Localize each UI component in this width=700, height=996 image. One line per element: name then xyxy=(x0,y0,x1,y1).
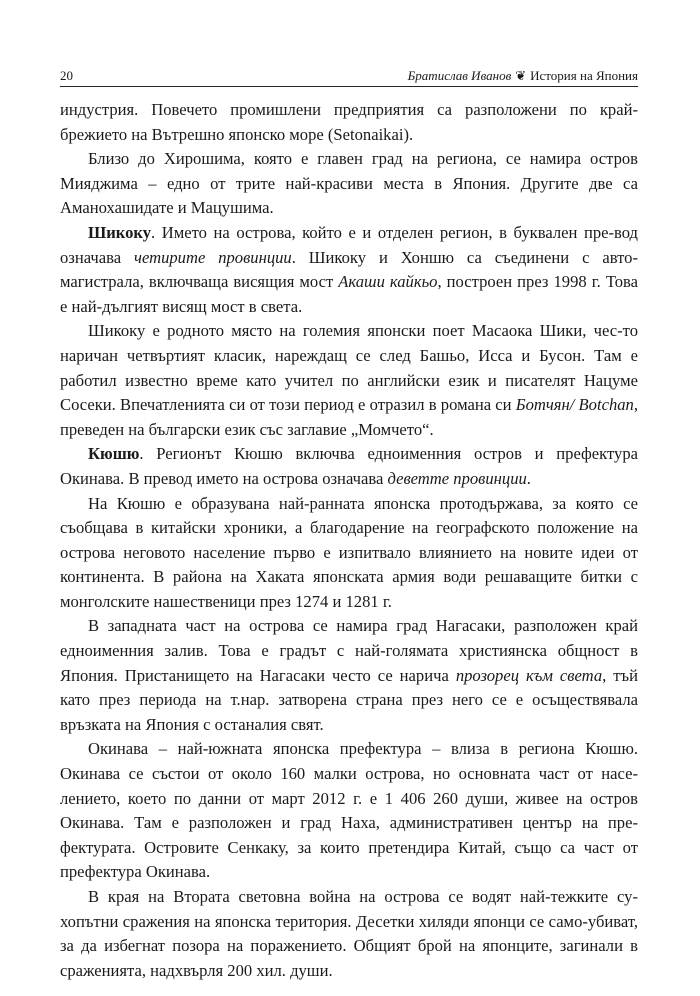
text-run: . Името на острова, който е и отделен регион, в буквален пре-вод означава xyxy=(60,222,638,267)
paragraph-1 xyxy=(60,98,638,147)
paragraph-9 xyxy=(60,885,638,983)
running-title xyxy=(408,68,638,84)
italic-term: Ботчян/ Botchan xyxy=(515,395,634,415)
text-run: , построен през 1998 г. Това е най-дългият висящ мост в света. xyxy=(60,272,638,316)
text-line: брежието на Вътрешно японско море (Setonaikai). xyxy=(60,124,414,144)
paragraph-4 xyxy=(60,319,638,442)
paragraph-3 xyxy=(60,221,638,319)
book-title: История на Япония xyxy=(530,68,638,83)
text-line: Аманохашидате и Мацушима. xyxy=(60,198,274,218)
running-header xyxy=(60,68,638,87)
page-number: 20 xyxy=(60,68,73,83)
heading-kyushu: Кюшю xyxy=(88,444,140,464)
body-text xyxy=(60,98,638,983)
paragraph-8 xyxy=(60,737,638,885)
paragraph-2 xyxy=(60,147,638,221)
italic-term: четирите провинции xyxy=(134,247,292,267)
text-line: Мияджима – едно от трите най-красиви места в Япония. Другите две са xyxy=(60,173,638,193)
text-run: , тъй като през периода на т.нар. затворена страна през него се е осъществявала връзката на Япония с останалия свят. xyxy=(60,665,638,734)
fleuron-separator: ❦ xyxy=(515,68,527,83)
italic-term: прозорец към света xyxy=(455,665,603,685)
text-line: индустрия. Повечето промишлени предприятия са разположени по край- xyxy=(60,100,638,119)
text-run: На Кюшю е образувана най-ранната японска протодържава, за която се съобщава в китайски хроники, а благодарение на географското положение на острова неговото население първо е изпитвало влиянието на новите идеи от континента. В района на Хаката японската армия води решаващите битки с монголските нашественици през 1274 и 1281 г. xyxy=(60,493,638,611)
paragraph-5 xyxy=(60,442,638,491)
author-name: Братислав Иванов xyxy=(407,68,512,83)
text-line: Близо до Хирошима, която е главен град на региона, се намира остров xyxy=(88,149,638,169)
text-run: В западната част на острова се намира град Нагасаки, разположен край едноименния залив. Това е градът с най-голямата християнска общност в Япония. Пристанището на Нагасаки често се нарича xyxy=(60,616,638,685)
italic-term: Акаши кайкьо xyxy=(338,272,438,292)
text-run: Окинава – най-южната японска префектура – влиза в региона Кюшю. Окинава се състои от около 160 малки острова, но основната част от насе-лението, което по данни от март 2012 г. е 1 406 260 души, живее на остров Окинава. Там е разположен и град Наха, административен център на пре-фектурата. Островите Сенкаку, за които претендира Китай, също са част от префектура Окинава. xyxy=(60,739,638,882)
heading-shikoku: Шикоку xyxy=(88,222,152,242)
paragraph-6 xyxy=(60,492,638,615)
paragraph-7 xyxy=(60,614,638,737)
text-run: Шикоку е родното място на големия японски поет Масаока Шики, чес-то наричан четвъртият класик, нареждащ се след Башьо, Исса и Бусон. Там е работил известно време като учител по английски език и писателят Нацуме Сосеки. Впечатленията си от този период е отразил в романа си xyxy=(60,321,638,415)
text-run: . Регионът Кюшю включва едноименния остров и префектура Окинава. В превод името на острова означава xyxy=(60,444,638,488)
text-run: , преведен на български език със заглавие „Момчето“. xyxy=(60,395,638,439)
italic-term: деветте провинции xyxy=(387,468,527,488)
text-run: В края на Втората световна война на острова се водят най-тежките су-хопътни сражения на японска територия. Десетки хиляди японци се само-убиват, за да избегнат позора на поражението. Общият брой на японците, загинали в сраженията, надхвърля 200 хил. души. xyxy=(60,887,638,980)
text-run: . xyxy=(526,468,531,488)
text-run: . Шикоку и Хоншю са съединени с авто-магистрала, включваща висящия мост xyxy=(60,247,638,292)
